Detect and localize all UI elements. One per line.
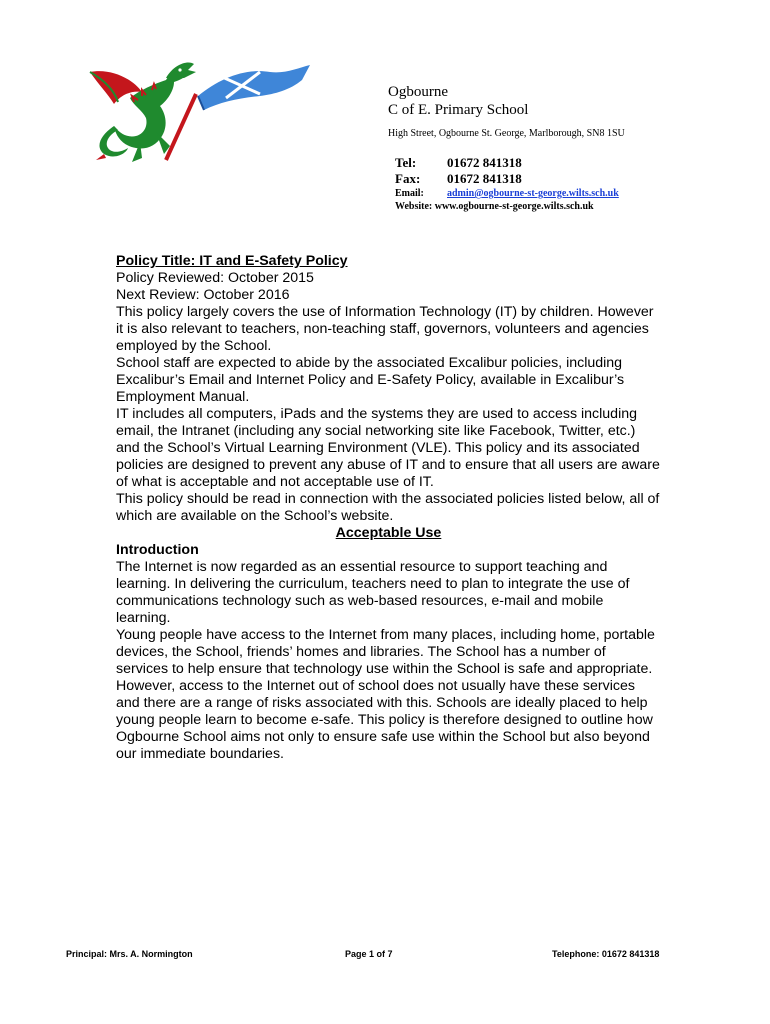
tel-label: Tel: [395,155,417,170]
paragraph-scope: This policy largely covers the use of Information Technology (IT) by children. However it is also relevant to teachers, non-teaching staff, governors, volunteers and agencies employed by the School. [116,304,654,354]
heading-acceptable-use: Acceptable Use [335,525,442,541]
fax-value: 01672 841318 [447,171,522,186]
email-label: Email: [395,188,424,199]
tel-row [395,155,619,171]
school-name-line1: Ogbourne [388,84,448,100]
heading-introduction: Introduction [116,542,199,558]
policy-next-review: Next Review: October 2016 [116,287,290,303]
policy-body [116,253,661,763]
school-address: High Street, Ogbourne St. George, Marlborough, SN8 1SU [388,128,625,139]
website-line: Website: www.ogbourne-st-george.wilts.sch.uk [395,201,594,212]
contact-block [395,155,619,213]
email-row [395,187,619,200]
paragraph-young-people: Young people have access to the Internet from many places, including home, portable devices, the School, friends’ homes and libraries. The School has a number of services to help ensure that technology use within the School is safe and appropriate. However, access to the Internet out of school does not usually have these services and there are a range of risks associated with this. Schools are ideally placed to help young people learn to become e-safe. This policy is therefore designed to outline how Ogbourne School aims not only to ensure safe use within the School but also beyond our immediate boundaries. [116,627,655,762]
dragon-flag-logo [70,50,320,200]
fax-row [395,171,619,187]
email-link[interactable]: admin@ogbourne-st-george.wilts.sch.uk [447,188,619,199]
school-header [388,83,625,140]
footer-principal: Principal: Mrs. A. Normington [66,949,193,959]
policy-reviewed: Policy Reviewed: October 2015 [116,270,314,286]
paragraph-internet-resource: The Internet is now regarded as an essential resource to support teaching and learning. In delivering the curriculum, teachers need to plan to integrate the use of communications technology such as web-based resources, e-mail and mobile learning. [116,559,630,626]
school-name-line2: C of E. Primary School [388,102,529,118]
tel-value: 01672 841318 [447,155,522,170]
footer-telephone: Telephone: 01672 841318 [552,949,660,959]
fax-label: Fax: [395,171,421,186]
policy-title: Policy Title: IT and E-Safety Policy [116,253,348,269]
paragraph-it-includes: IT includes all computers, iPads and the systems they are used to access including email, the Intranet (including any social networking site like Facebook, Twitter, etc.) and the School’s Virtual Learning Environment (VLE). This policy and its associated policies are designed to prevent any abuse of IT and to ensure that all users are aware of what is acceptable and not acceptable use of IT. [116,406,660,490]
paragraph-associated-policies: This policy should be read in connection with the associated policies listed below, all of which are available on the School’s website. [116,491,660,524]
footer-page-number: Page 1 of 7 [345,949,393,959]
paragraph-staff: School staff are expected to abide by the associated Excalibur policies, including Excalibur’s Email and Internet Policy and E-Safety Policy, available in Excalibur’s Employment Manual. [116,355,625,405]
